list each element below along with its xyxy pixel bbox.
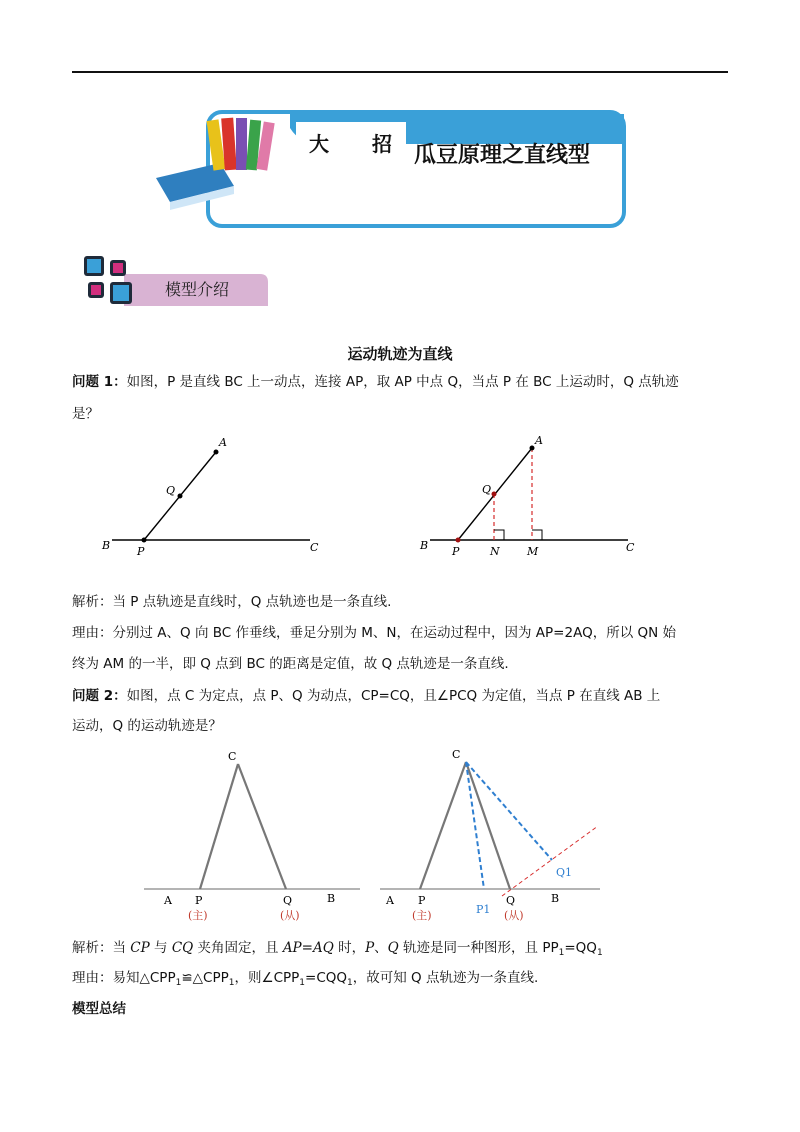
label-c: C [626, 541, 635, 554]
label-c: C [310, 541, 319, 554]
figure2-left [140, 744, 370, 924]
label-follow: (从) [504, 909, 524, 922]
label-p: P [452, 545, 460, 558]
label-b: B [102, 539, 111, 552]
label-p: P [137, 545, 145, 558]
label-q: Q [166, 484, 176, 497]
header-rule [72, 71, 728, 73]
figure2-right [372, 744, 608, 924]
problem1-line2: 是？ [72, 406, 99, 422]
problem2-line2: 运动，Q 的运动轨迹是？ [72, 718, 222, 734]
label-b: B [551, 892, 560, 905]
banner-tag: 大 招 [309, 132, 410, 156]
title-banner [150, 108, 630, 230]
page-heading: 运动轨迹为直线 [347, 345, 453, 363]
label-c: C [452, 748, 461, 761]
label-q1: Q1 [556, 866, 573, 879]
label-a: A [386, 894, 394, 907]
label-m: M [527, 545, 539, 558]
label-main: (主) [188, 909, 208, 922]
label-a: A [535, 434, 543, 447]
banner-title: 瓜豆原理之直线型 [414, 142, 591, 168]
label-follow: (从) [280, 909, 300, 922]
summary-heading: 模型总结 [72, 1001, 126, 1017]
analysis1-line3: 终为 AM 的一半，即 Q 点到 BC 的距离是定值，故 Q 点轨迹是一条直线. [72, 656, 509, 672]
label-c: C [228, 750, 237, 763]
analysis1-line1: 解析：当 P 点轨迹是直线时，Q 点轨迹也是一条直线. [72, 594, 392, 610]
analysis2-line: 解析：当 CP 与 CQ 夹角固定，且 AP=AQ 时，P、Q 轨迹是同一种图形，且 $PP_1=QQ_1$ [72, 940, 603, 958]
problem1-line1: 问题 1：如图，P 是直线 BC 上一动点，连接 AP，取 AP 中点 Q，当点 P 在 BC 上运动时，Q 点轨迹 [72, 374, 679, 390]
label-a: A [219, 436, 227, 449]
figure1-right [414, 432, 654, 562]
label-p: P [418, 894, 426, 907]
problem2-line1: 问题 2：如图，点 C 为定点，点 P、Q 为动点，CP=CQ，且∠PCQ 为定值，当点 P 在直线 AB 上 [72, 688, 661, 704]
label-b: B [327, 892, 336, 905]
label-b: B [420, 539, 429, 552]
label-main: (主) [412, 909, 432, 922]
label-p1: P1 [476, 903, 491, 916]
reason2-line: 理由：易知$\triangle CPP_1≌\triangle CPP_1$，则$\angle CPP_1=CQQ_1$，故可知 Q 点轨迹为一条直线. [72, 970, 539, 988]
label-q: Q [482, 483, 492, 496]
label-p: P [195, 894, 203, 907]
label-a: A [164, 894, 172, 907]
label-q: Q [506, 894, 516, 907]
section-label: 模型介绍 [165, 280, 230, 299]
label-q: Q [283, 894, 293, 907]
analysis1-line2: 理由：分别过 A、Q 向 BC 作垂线，垂足分别为 M、N，在运动过程中，因为 AP=2AQ，所以 QN 始 [72, 625, 677, 641]
label-n: N [490, 545, 500, 558]
figure1-left [96, 432, 336, 562]
